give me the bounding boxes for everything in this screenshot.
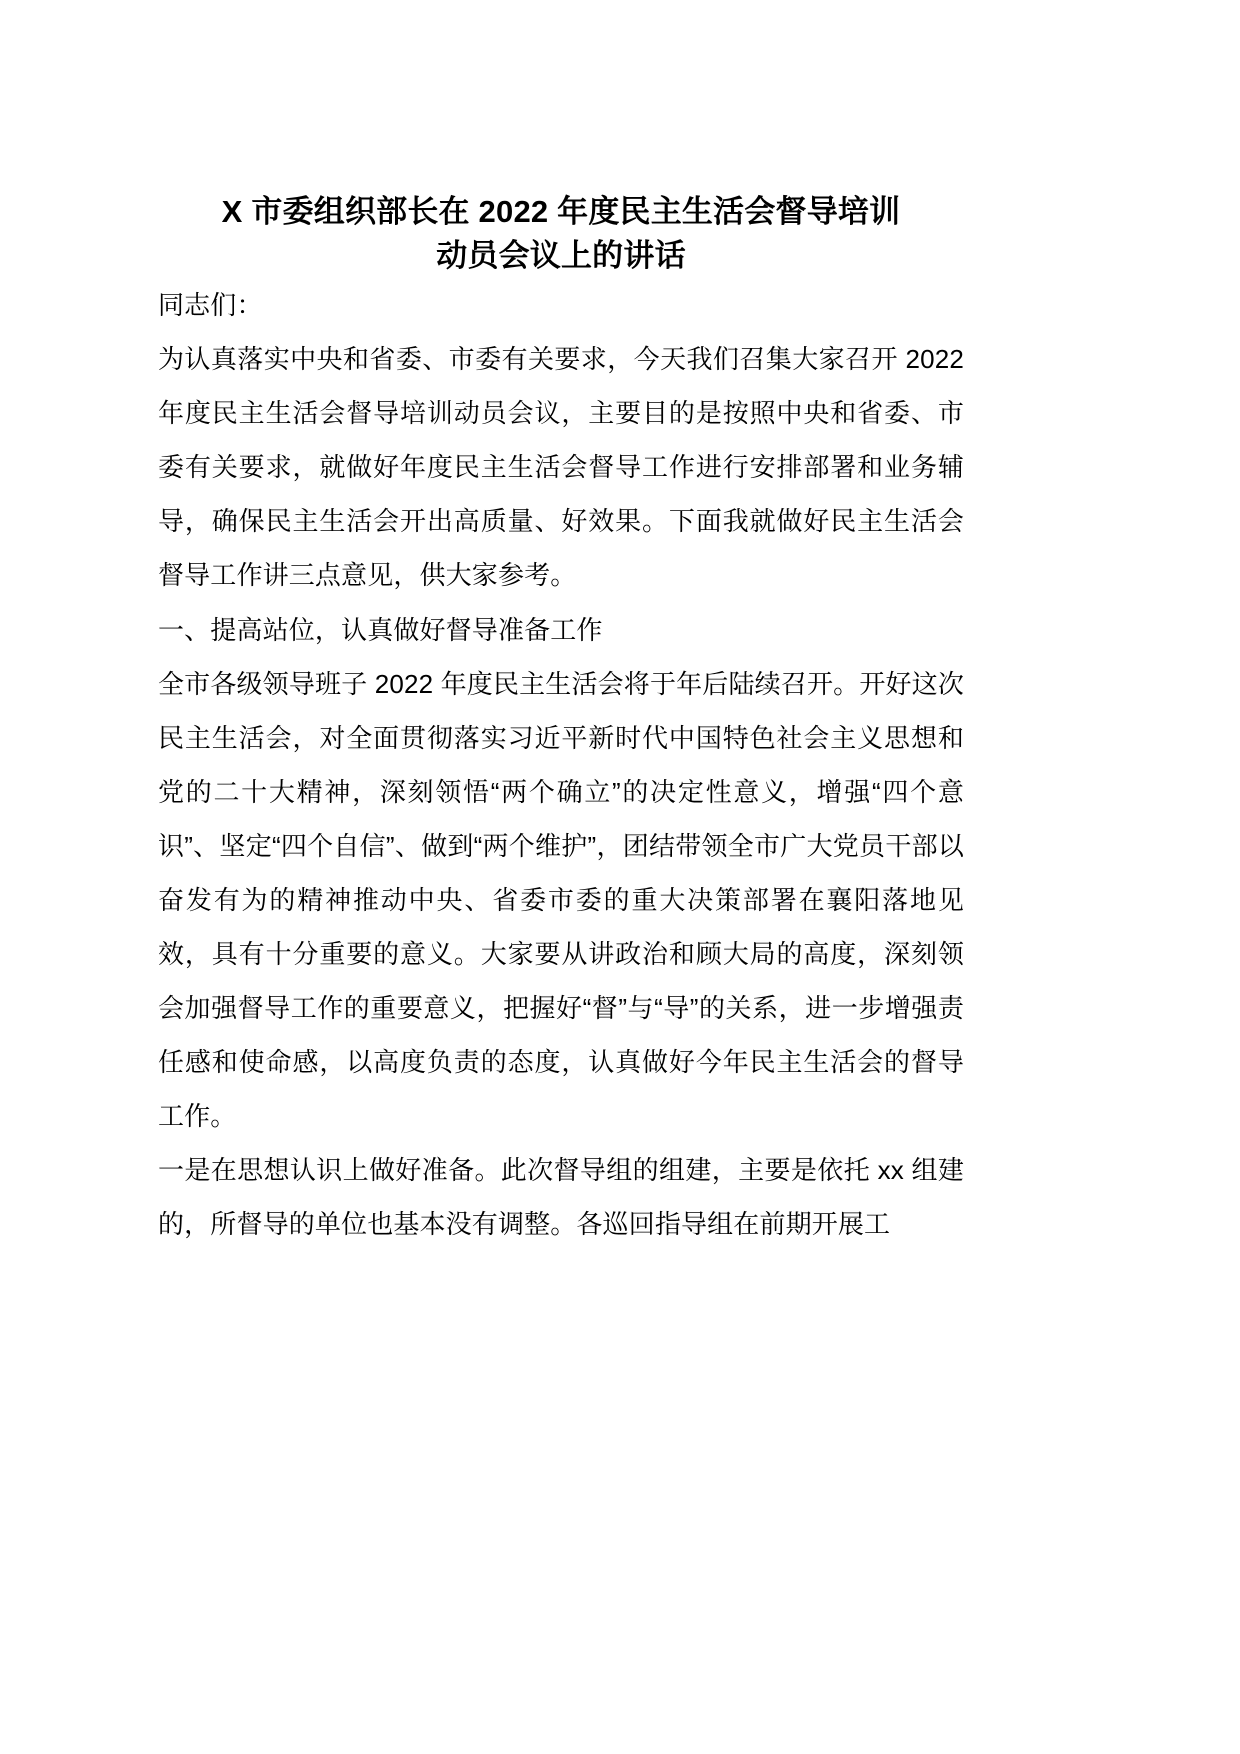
section-heading-one: 一、提高站位，认真做好督导准备工作 [158,614,603,645]
paragraph-intro: 为认真落实中央和省委、市委有关要求，今天我们召集大家召开 2022 年度民主生活会督导培训动员会议，主要目的是按照中央和省委、市委有关要求，就做好年度民主生活会督导工作进行安排部署和业务辅导，确保民主生活会开出高质量、好效果。下面我就做好民主生活会督导工作讲三点意见，供大家参考。 [158,344,964,591]
document-content [158,190,964,1251]
page-title-line-2: 动员会议上的讲话 [436,238,686,274]
page-title-line-1: X 市委组织部长在 2022 年度民主生活会督导培训 [221,194,901,229]
page-title [158,190,964,278]
salutation: 同志们： [158,290,263,321]
section-one-paragraph-1: 全市各级领导班子 2022 年度民主生活会将于年后陆续召开。开好这次民主生活会，对全面贯彻落实习近平新时代中国特色社会主义思想和党的二十大精神，深刻领悟“两个确立”的决定性意义，增强“四个意识”、坚定“四个自信”、做到“两个维护”，团结带领全市广大党员干部以奋发有为的精神推动中央、省委市委的重大决策部署在襄阳落地见效，具有十分重要的意义。大家要从讲政治和顾大局的高度，深刻领会加强督导工作的重要意义，把握好“督”与“导”的关系，进一步增强责任感和使命感，以高度负责的态度，认真做好今年民主生活会的督导工作。 [158,668,964,1132]
section-one-paragraph-2: 一是在思想认识上做好准备。此次督导组的组建，主要是依托 xx 组建的，所督导的单位也基本没有调整。各巡回指导组在前期开展工 [158,1155,964,1240]
